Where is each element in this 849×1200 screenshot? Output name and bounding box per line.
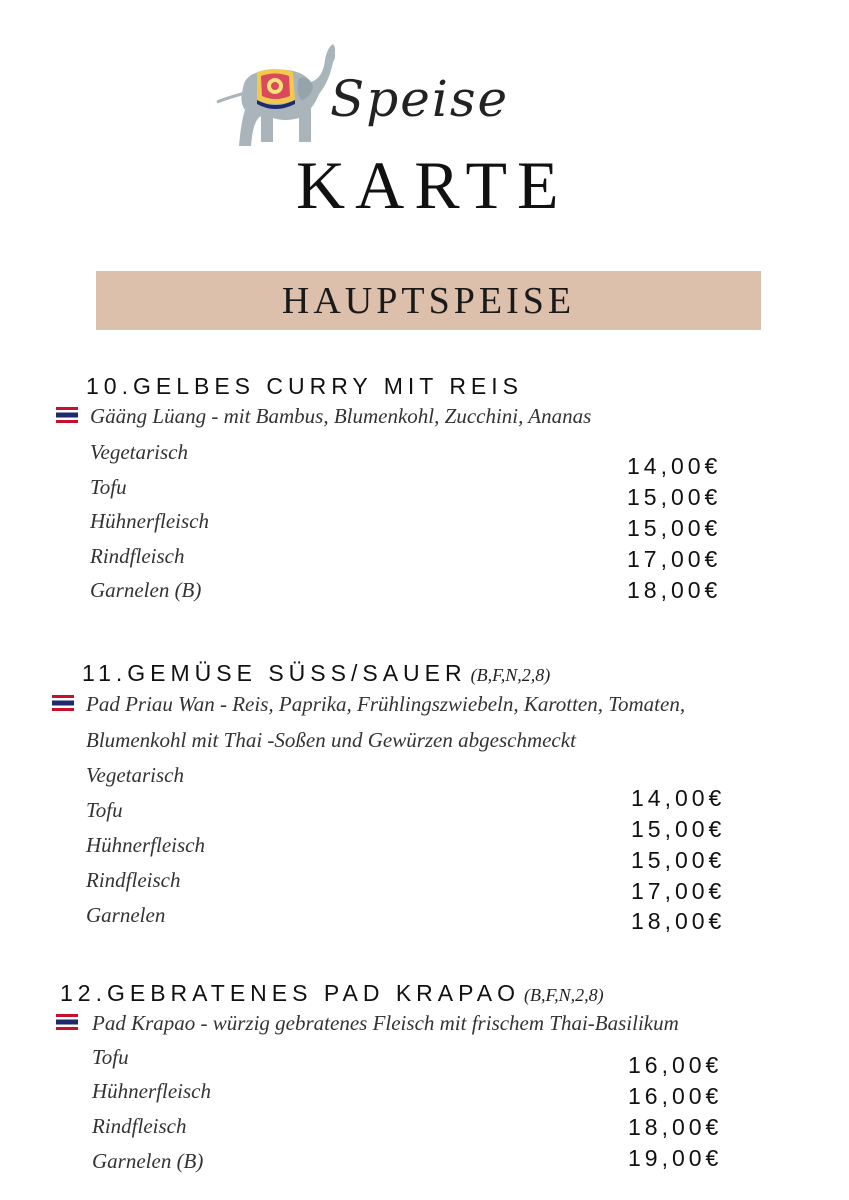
dish-allergens: (B,F,N,2,8) [524, 985, 604, 1005]
header-script-word: Speise [330, 70, 510, 128]
dish-description-line2: Blumenkohl mit Thai -Soßen und Gewürzen abgeschmeckt [86, 728, 576, 752]
option-price: 17,00€ [627, 546, 722, 572]
option-name: Hühnerfleisch [92, 1079, 211, 1103]
option-name: Tofu [86, 798, 123, 822]
dish-title [86, 373, 527, 400]
option-name: Rindfleisch [90, 544, 185, 568]
option-name: Garnelen (B) [92, 1149, 204, 1173]
option-price: 15,00€ [627, 484, 722, 510]
dish-title-text: 11.GEMÜSE SÜSS/SAUER [82, 660, 467, 686]
option-price: 15,00€ [631, 816, 726, 842]
thai-flag-icon [56, 1014, 78, 1030]
option-price: 16,00€ [628, 1052, 723, 1078]
thai-flag-icon [52, 695, 74, 711]
option-name: Garnelen (B) [90, 578, 202, 602]
option-name: Vegetarisch [90, 440, 188, 464]
option-price: 16,00€ [628, 1083, 723, 1109]
option-price: 15,00€ [631, 847, 726, 873]
section-header-bar [96, 271, 761, 330]
option-name: Hühnerfleisch [90, 509, 209, 533]
option-price: 15,00€ [627, 515, 722, 541]
dish-description: Pad Krapao - würzig gebratenes Fleisch mit frischem Thai-Basilikum [92, 1011, 679, 1035]
option-price: 18,00€ [628, 1114, 723, 1140]
option-name: Rindfleisch [92, 1114, 187, 1138]
elephant-icon [215, 38, 335, 158]
option-price: 17,00€ [631, 878, 726, 904]
dish-description: Pad Priau Wan - Reis, Paprika, Frühlingszwiebeln, Karotten, Tomaten, [86, 692, 686, 716]
option-name: Hühnerfleisch [86, 833, 205, 857]
option-price: 19,00€ [628, 1145, 723, 1171]
option-price: 14,00€ [631, 785, 726, 811]
dish-allergens: (B,F,N,2,8) [470, 665, 551, 685]
option-name: Tofu [90, 475, 127, 499]
dish-title [82, 660, 550, 687]
dish-title [60, 980, 604, 1007]
page-title: KARTE [296, 147, 569, 223]
section-title: HAUPTSPEISE [281, 279, 576, 322]
option-name: Vegetarisch [86, 763, 184, 787]
dish-title-text: 12.GEBRATENES PAD KRAPAO [60, 980, 520, 1006]
option-price: 14,00€ [627, 453, 722, 479]
option-name: Garnelen [86, 903, 166, 927]
option-name: Tofu [92, 1045, 129, 1069]
option-price: 18,00€ [627, 577, 722, 603]
thai-flag-icon [56, 407, 78, 423]
option-name: Rindfleisch [86, 868, 181, 892]
option-price: 18,00€ [631, 908, 726, 934]
dish-description: Gääng Lüang - mit Bambus, Blumenkohl, Zucchini, Ananas [90, 404, 592, 428]
dish-title-text: 10.GELBES CURRY MIT REIS [86, 373, 524, 399]
